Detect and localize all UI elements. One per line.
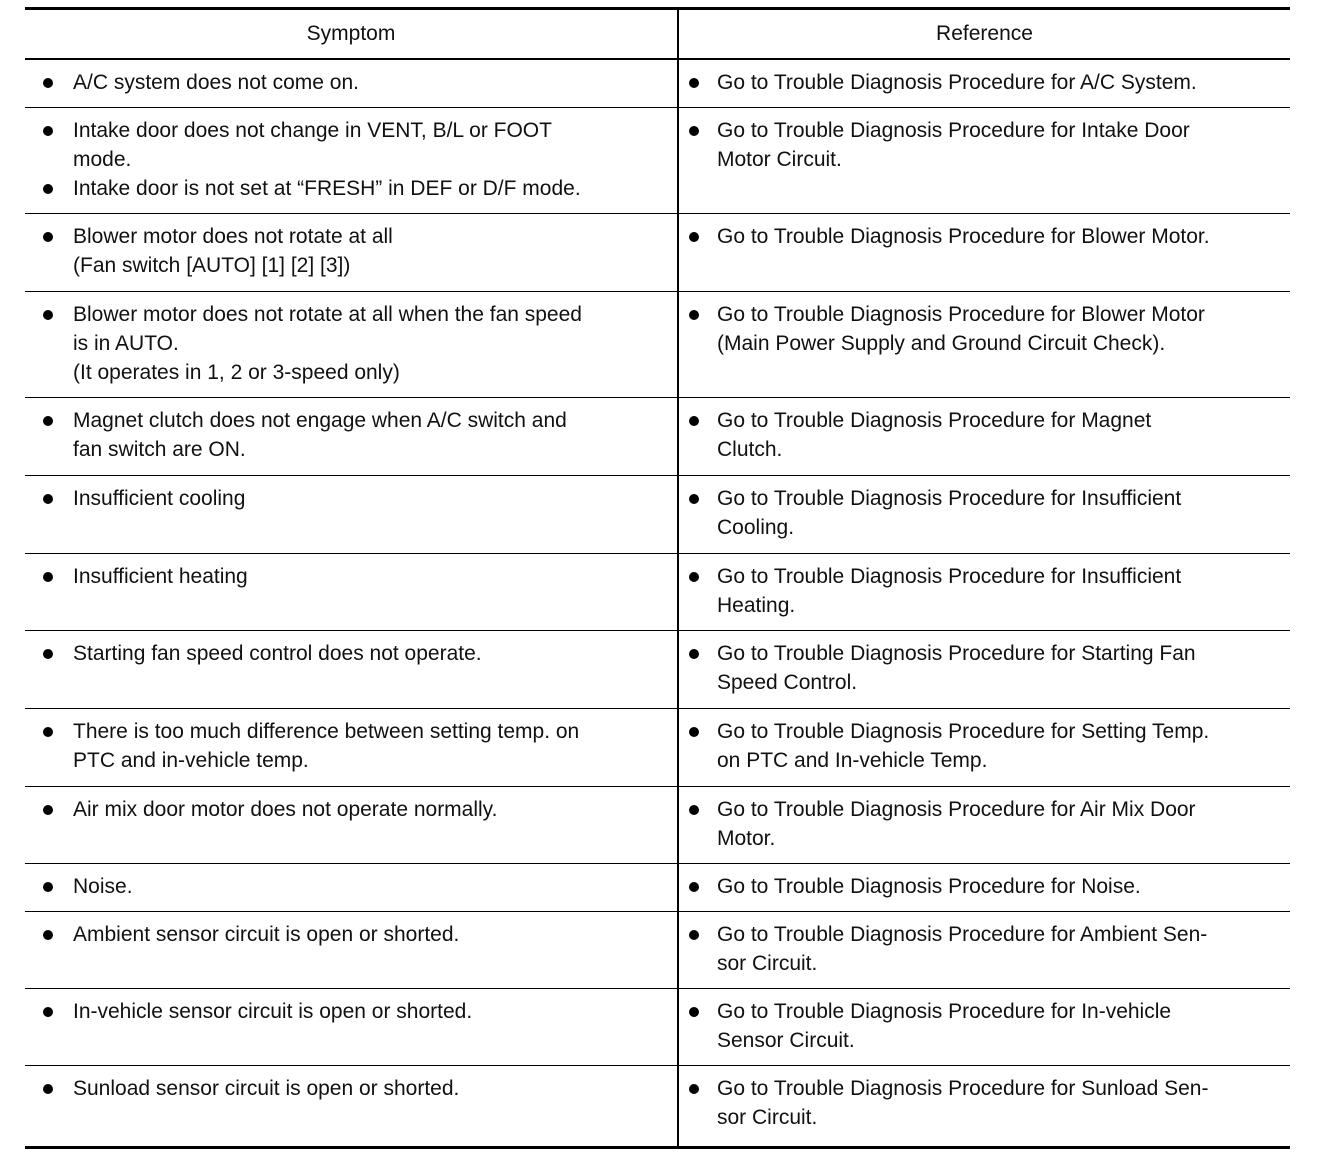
bullet-icon xyxy=(689,1084,699,1094)
symptom-cell xyxy=(25,1066,678,1148)
symptom-item xyxy=(25,997,671,1026)
symptom-cell xyxy=(25,59,678,108)
table-row xyxy=(25,631,1290,709)
table-row xyxy=(25,554,1290,631)
table-row xyxy=(25,214,1290,292)
symptom-text-line: Insufficient heating xyxy=(73,565,248,588)
reference-item xyxy=(679,116,1284,174)
table-row xyxy=(25,912,1290,989)
symptom-list xyxy=(25,116,671,203)
symptom-list xyxy=(25,717,671,775)
reference-cell xyxy=(678,1066,1290,1148)
reference-text-line: Go to Trouble Diagnosis Procedure for Blower Motor xyxy=(717,303,1205,326)
bullet-icon xyxy=(689,572,699,582)
symptom-item xyxy=(25,300,671,387)
reference-list xyxy=(679,997,1284,1055)
bullet-icon xyxy=(43,1007,53,1017)
bullet-icon xyxy=(43,727,53,737)
reference-list xyxy=(679,920,1284,978)
reference-text-line: Sensor Circuit. xyxy=(717,1029,855,1052)
symptom-item xyxy=(25,639,671,668)
symptom-text-line: Magnet clutch does not engage when A/C switch and xyxy=(73,409,567,432)
bullet-icon xyxy=(689,727,699,737)
reference-text-line: Go to Trouble Diagnosis Procedure for Setting Temp. xyxy=(717,720,1210,743)
symptom-cell xyxy=(25,398,678,476)
symptom-cell xyxy=(25,912,678,989)
bullet-icon xyxy=(43,1084,53,1094)
reference-text-line: Go to Trouble Diagnosis Procedure for Insufficient xyxy=(717,565,1182,588)
reference-text-line: sor Circuit. xyxy=(717,1106,818,1129)
bullet-icon xyxy=(43,310,53,320)
symptom-list xyxy=(25,639,671,668)
symptom-text-line: Air mix door motor does not operate normally. xyxy=(73,798,498,821)
symptom-text-line: Insufficient cooling xyxy=(73,487,246,510)
bullet-icon xyxy=(43,494,53,504)
reference-text-line: Heating. xyxy=(717,594,796,617)
symptom-header: Symptom xyxy=(25,9,678,59)
symptom-list xyxy=(25,1074,671,1103)
symptom-list xyxy=(25,872,671,901)
symptom-item xyxy=(25,174,671,203)
symptom-text-line: A/C system does not come on. xyxy=(73,70,359,94)
symptom-list xyxy=(25,920,671,949)
document xyxy=(25,7,1290,1149)
bullet-icon xyxy=(43,882,53,892)
reference-item xyxy=(679,1074,1284,1132)
reference-list xyxy=(679,872,1284,901)
reference-list xyxy=(679,116,1284,174)
reference-list xyxy=(679,406,1284,464)
table-row xyxy=(25,1066,1290,1148)
symptom-cell xyxy=(25,292,678,398)
reference-item xyxy=(679,222,1284,251)
reference-text-line: (Main Power Supply and Ground Circuit Check). xyxy=(717,332,1166,355)
reference-list xyxy=(679,222,1284,251)
reference-cell xyxy=(678,476,1290,554)
bullet-icon xyxy=(689,310,699,320)
symptom-item xyxy=(25,222,671,280)
bullet-icon xyxy=(43,805,53,815)
symptom-text-line: is in AUTO. xyxy=(73,332,179,355)
symptom-list xyxy=(25,997,671,1026)
symptom-cell xyxy=(25,989,678,1066)
reference-cell xyxy=(678,912,1290,989)
reference-text-line: Go to Trouble Diagnosis Procedure for Sunload Sen- xyxy=(717,1077,1209,1100)
symptom-item xyxy=(25,562,671,591)
symptom-cell xyxy=(25,476,678,554)
reference-text-line: Go to Trouble Diagnosis Procedure for Magnet xyxy=(717,409,1152,432)
symptom-text-line: Ambient sensor circuit is open or shorted. xyxy=(73,923,460,946)
symptom-text-line: Intake door is not set at “FRESH” in DEF or D/F mode. xyxy=(73,177,581,200)
reference-cell xyxy=(678,108,1290,214)
table-row xyxy=(25,59,1290,108)
reference-item xyxy=(679,406,1284,464)
reference-text-line: Speed Control. xyxy=(717,671,858,694)
table-row xyxy=(25,787,1290,864)
symptom-text-line: (It operates in 1, 2 or 3-speed only) xyxy=(73,361,400,384)
reference-list xyxy=(679,795,1284,853)
reference-text-line: Go to Trouble Diagnosis Procedure for Air Mix Door xyxy=(717,798,1196,821)
table-row xyxy=(25,292,1290,398)
symptom-list xyxy=(25,222,671,280)
symptom-text-line: Blower motor does not rotate at all xyxy=(73,225,393,248)
reference-list xyxy=(679,68,1284,97)
bullet-icon xyxy=(43,930,53,940)
symptom-list xyxy=(25,795,671,824)
bullet-icon xyxy=(689,232,699,242)
reference-item xyxy=(679,872,1284,901)
bullet-icon xyxy=(43,649,53,659)
symptom-cell xyxy=(25,108,678,214)
table-row xyxy=(25,108,1290,214)
reference-text-line: Clutch. xyxy=(717,438,783,461)
reference-text-line: Go to Trouble Diagnosis Procedure for Insufficient xyxy=(717,487,1182,510)
reference-cell xyxy=(678,631,1290,709)
symptom-text-line: fan switch are ON. xyxy=(73,438,246,461)
symptom-text-line: Sunload sensor circuit is open or shorted. xyxy=(73,1077,460,1100)
reference-item xyxy=(679,300,1284,358)
reference-cell xyxy=(678,398,1290,476)
reference-cell xyxy=(678,989,1290,1066)
symptom-list xyxy=(25,562,671,591)
bullet-icon xyxy=(689,494,699,504)
symptom-list xyxy=(25,406,671,464)
table-row xyxy=(25,476,1290,554)
symptom-cell xyxy=(25,709,678,787)
symptom-cell xyxy=(25,631,678,709)
symptom-text-line: Intake door does not change in VENT, B/L or FOOT xyxy=(73,119,552,142)
reference-item xyxy=(679,717,1284,775)
symptom-text-line: (Fan switch [AUTO] [1] [2] [3]) xyxy=(73,254,351,277)
bullet-icon xyxy=(689,78,699,88)
reference-list xyxy=(679,1074,1284,1132)
reference-item xyxy=(679,562,1284,620)
bullet-icon xyxy=(689,1007,699,1017)
table-row xyxy=(25,709,1290,787)
reference-text-line: Motor Circuit. xyxy=(717,148,842,171)
symptom-cell xyxy=(25,214,678,292)
symptom-cell xyxy=(25,864,678,912)
symptom-item xyxy=(25,920,671,949)
reference-text-line: Go to Trouble Diagnosis Procedure for In-vehicle xyxy=(717,1000,1172,1023)
symptom-list xyxy=(25,300,671,387)
reference-item xyxy=(679,484,1284,542)
reference-cell xyxy=(678,787,1290,864)
reference-cell xyxy=(678,554,1290,631)
reference-cell xyxy=(678,292,1290,398)
symptom-text-line: There is too much difference between setting temp. on xyxy=(73,720,580,743)
reference-text-line: Motor. xyxy=(717,827,776,850)
reference-cell xyxy=(678,864,1290,912)
table-body xyxy=(25,59,1290,1148)
symptom-item xyxy=(25,406,671,464)
reference-text-line: Go to Trouble Diagnosis Procedure for Noise. xyxy=(717,875,1141,898)
symptom-text-line: mode. xyxy=(73,148,132,171)
bullet-icon xyxy=(43,416,53,426)
header-row xyxy=(25,9,1290,59)
reference-list xyxy=(679,484,1284,542)
symptom-item xyxy=(25,1074,671,1103)
reference-text-line: sor Circuit. xyxy=(717,952,818,975)
reference-text-line: Go to Trouble Diagnosis Procedure for Ambient Sen- xyxy=(717,923,1208,946)
bullet-icon xyxy=(689,930,699,940)
bullet-icon xyxy=(43,78,53,88)
bullet-icon xyxy=(689,882,699,892)
reference-header: Reference xyxy=(678,9,1290,59)
symptom-item xyxy=(25,717,671,775)
reference-list xyxy=(679,300,1284,358)
reference-cell xyxy=(678,214,1290,292)
symptom-item xyxy=(25,795,671,824)
reference-text-line: Cooling. xyxy=(717,516,795,539)
symptom-text-line: Blower motor does not rotate at all when the fan speed xyxy=(73,303,582,326)
symptom-text-line: In-vehicle sensor circuit is open or shorted. xyxy=(73,1000,473,1023)
symptom-list xyxy=(25,484,671,513)
reference-item xyxy=(679,68,1284,97)
bullet-icon xyxy=(43,232,53,242)
reference-cell xyxy=(678,709,1290,787)
reference-text-line: Go to Trouble Diagnosis Procedure for Starting Fan xyxy=(717,642,1196,665)
symptom-item xyxy=(25,872,671,901)
reference-text-line: Go to Trouble Diagnosis Procedure for Blower Motor. xyxy=(717,225,1210,248)
bullet-icon xyxy=(689,416,699,426)
symptom-text-line: Starting fan speed control does not operate. xyxy=(73,642,482,665)
bullet-icon xyxy=(43,572,53,582)
reference-list xyxy=(679,639,1284,697)
bullet-icon xyxy=(43,126,53,136)
reference-list xyxy=(679,562,1284,620)
diagnosis-table xyxy=(25,7,1290,1149)
table-row xyxy=(25,398,1290,476)
symptom-cell xyxy=(25,554,678,631)
reference-text-line: Go to Trouble Diagnosis Procedure for Intake Door xyxy=(717,119,1190,142)
table-row xyxy=(25,864,1290,912)
bullet-icon xyxy=(689,126,699,136)
reference-item xyxy=(679,639,1284,697)
symptom-item xyxy=(25,116,671,174)
symptom-cell xyxy=(25,787,678,864)
reference-item xyxy=(679,997,1284,1055)
reference-item xyxy=(679,795,1284,853)
reference-item xyxy=(679,920,1284,978)
reference-text-line: on PTC and In-vehicle Temp. xyxy=(717,749,988,772)
reference-text-line: Go to Trouble Diagnosis Procedure for A/C System. xyxy=(717,70,1197,94)
symptom-item xyxy=(25,484,671,513)
table-row xyxy=(25,989,1290,1066)
symptom-item xyxy=(25,68,671,97)
symptom-text-line: PTC and in-vehicle temp. xyxy=(73,749,309,772)
reference-cell xyxy=(678,59,1290,108)
reference-list xyxy=(679,717,1284,775)
symptom-list xyxy=(25,68,671,97)
bullet-icon xyxy=(43,184,53,194)
bullet-icon xyxy=(689,649,699,659)
symptom-text-line: Noise. xyxy=(73,875,133,898)
bullet-icon xyxy=(689,805,699,815)
